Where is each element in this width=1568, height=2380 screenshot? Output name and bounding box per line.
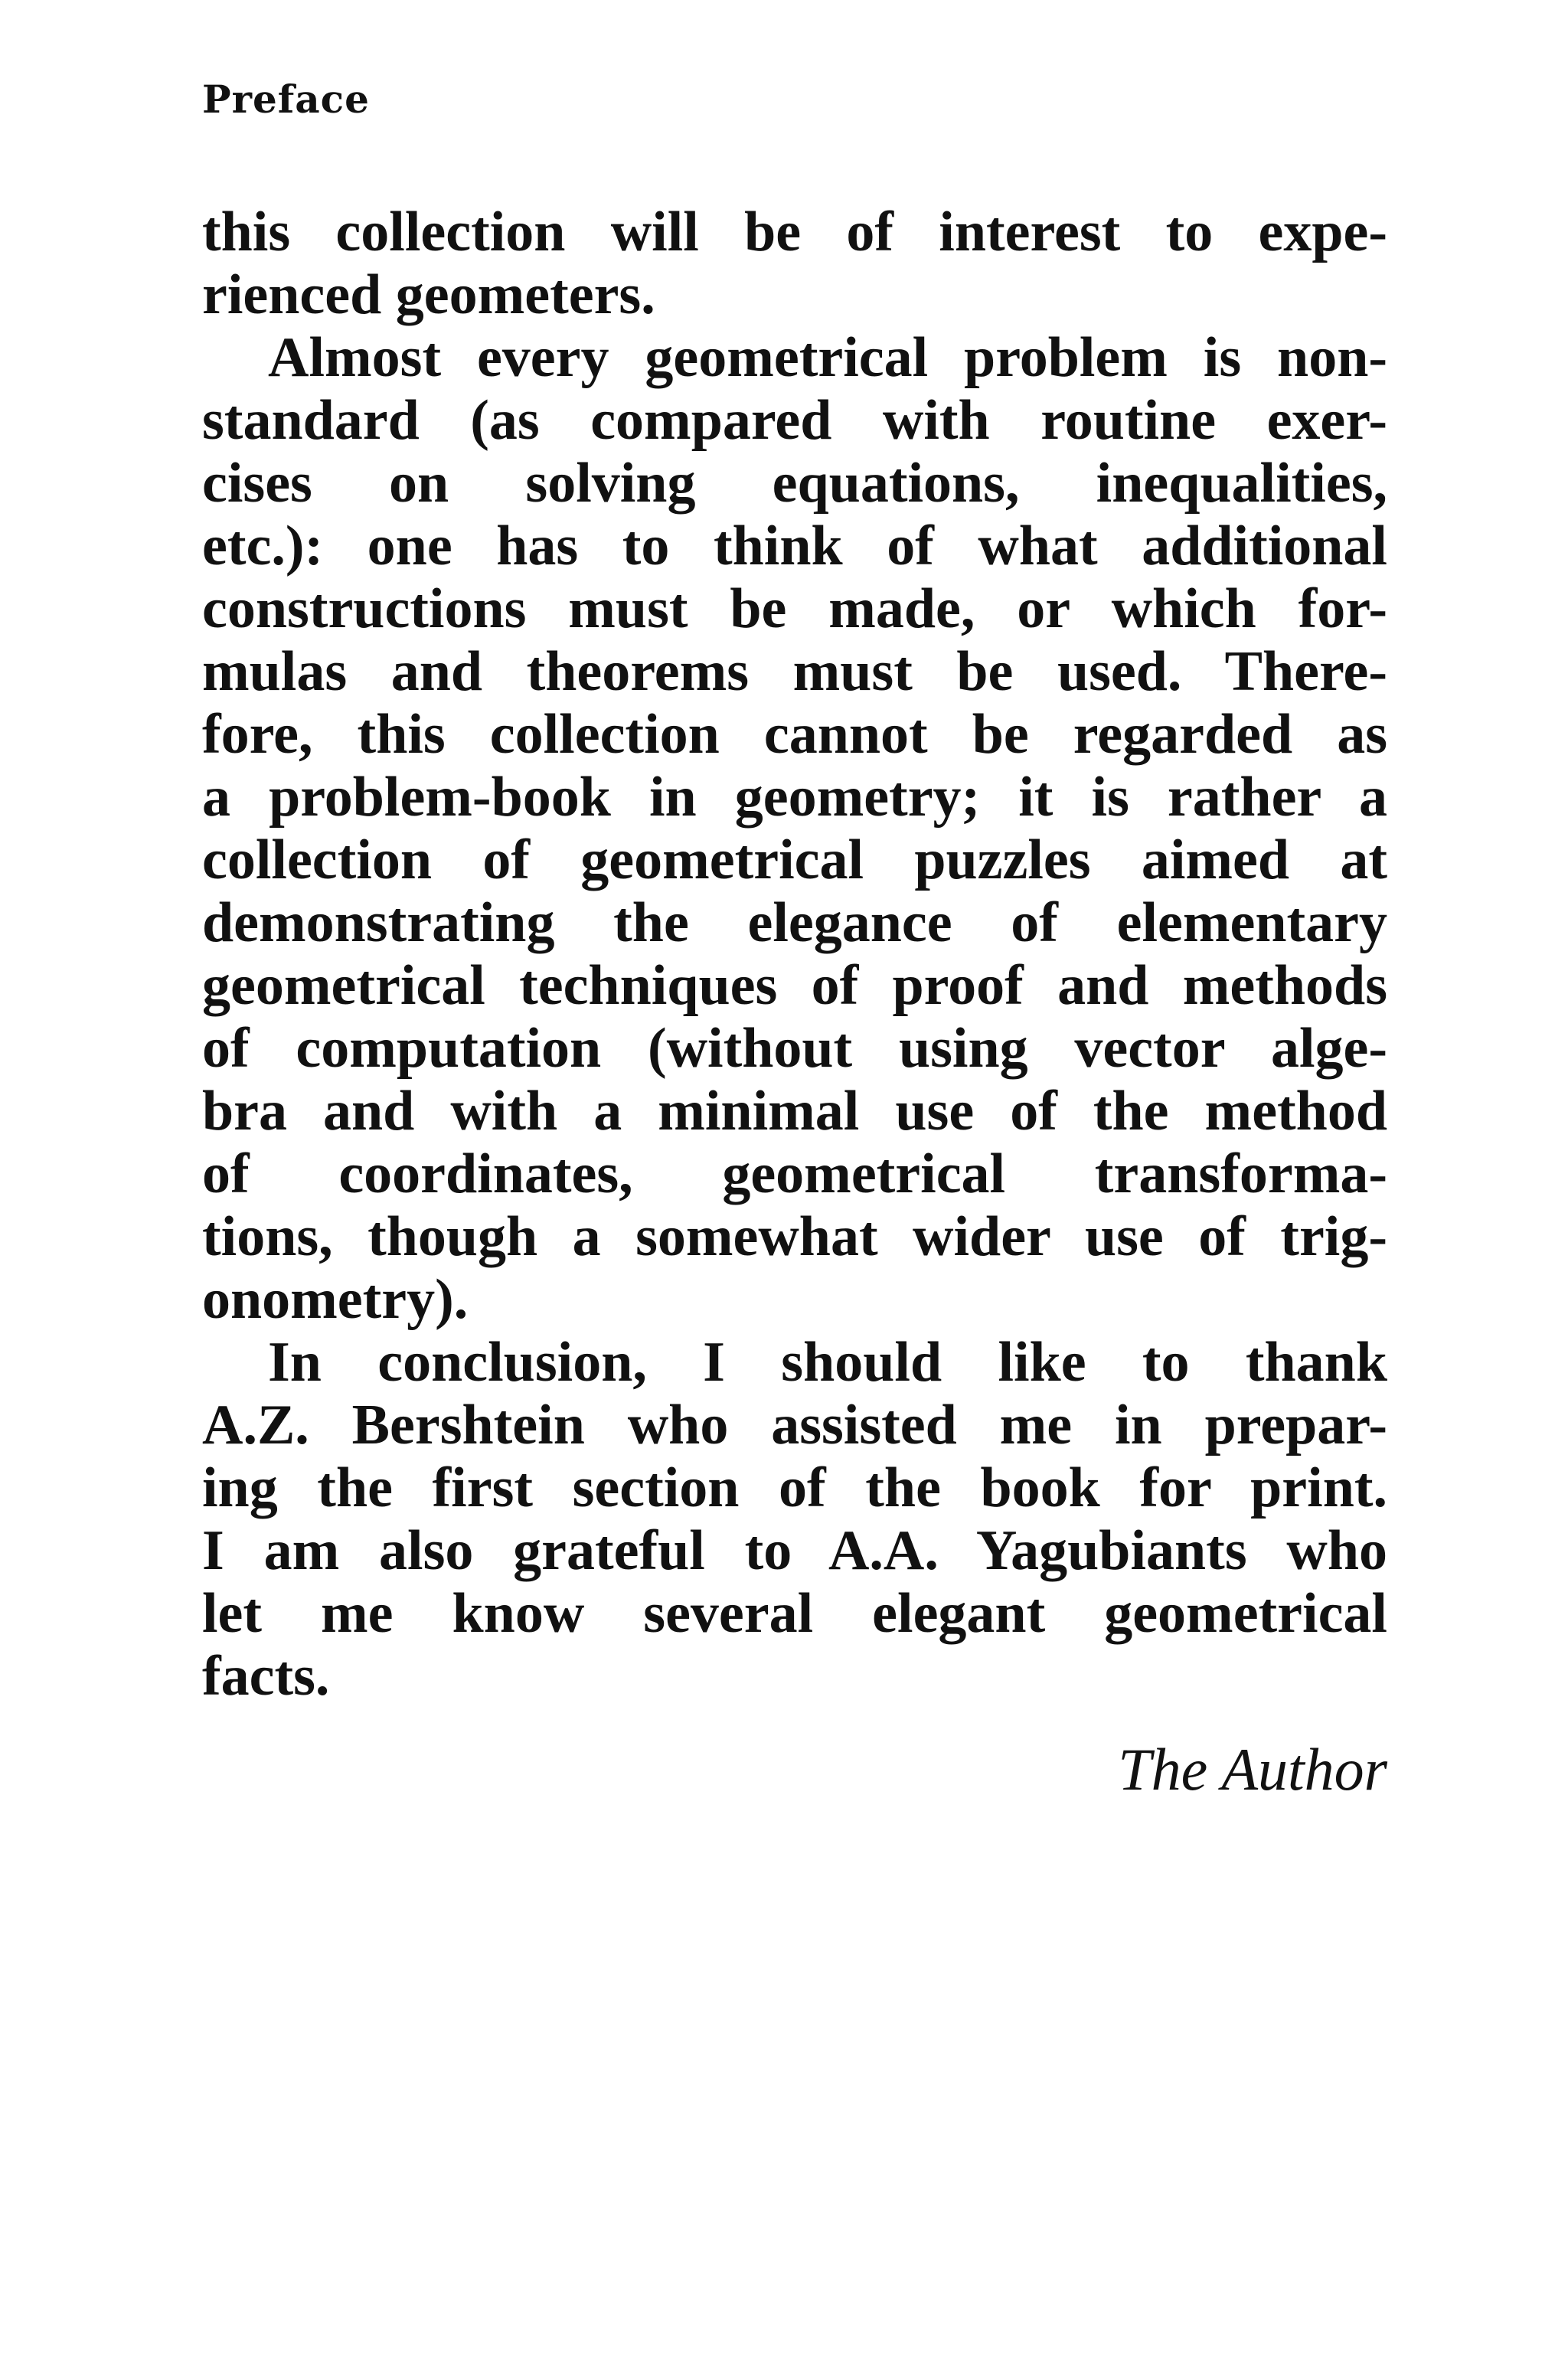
text-line: this collection will be of interest to expe- xyxy=(202,201,1387,263)
text-line: In conclusion, I should like to thank xyxy=(268,1331,1387,1394)
text-line: etc.): one has to think of what additional xyxy=(202,515,1387,577)
text-line: demonstrating the elegance of elementary xyxy=(202,891,1387,954)
text-line: rienced geometers. xyxy=(202,263,655,326)
text-line: I am also grateful to A.A. Yagubiants who xyxy=(202,1519,1387,1582)
text-line: mulas and theorems must be used. There- xyxy=(202,640,1387,703)
author-signature: The Author xyxy=(1118,1736,1387,1803)
text-line: a problem-book in geometry; it is rather a xyxy=(202,766,1387,829)
text-line: bra and with a minimal use of the method xyxy=(202,1080,1387,1143)
preface-body xyxy=(202,201,1387,1708)
text-line: collection of geometrical puzzles aimed at xyxy=(202,829,1387,891)
text-line: of computation (without using vector alge- xyxy=(202,1017,1387,1080)
text-line: A.Z. Bershtein who assisted me in prepar- xyxy=(202,1394,1387,1456)
text-line: tions, though a somewhat wider use of trig- xyxy=(202,1205,1387,1268)
text-line: fore, this collection cannot be regarded as xyxy=(202,703,1387,766)
running-head: Preface xyxy=(202,77,370,122)
text-line: Almost every geometrical problem is non- xyxy=(268,326,1387,389)
text-line: standard (as compared with routine exer- xyxy=(202,389,1387,452)
text-line: geometrical techniques of proof and methods xyxy=(202,954,1387,1017)
text-line: constructions must be made, or which for- xyxy=(202,577,1387,640)
text-line: of coordinates, geometrical transforma- xyxy=(202,1143,1387,1205)
text-line: let me know several elegant geometrical xyxy=(202,1582,1387,1645)
text-line: onometry). xyxy=(202,1268,469,1331)
text-line: ing the first section of the book for print. xyxy=(202,1456,1387,1519)
text-line: facts. xyxy=(202,1645,330,1708)
text-line: cises on solving equations, inequalities, xyxy=(202,452,1387,515)
